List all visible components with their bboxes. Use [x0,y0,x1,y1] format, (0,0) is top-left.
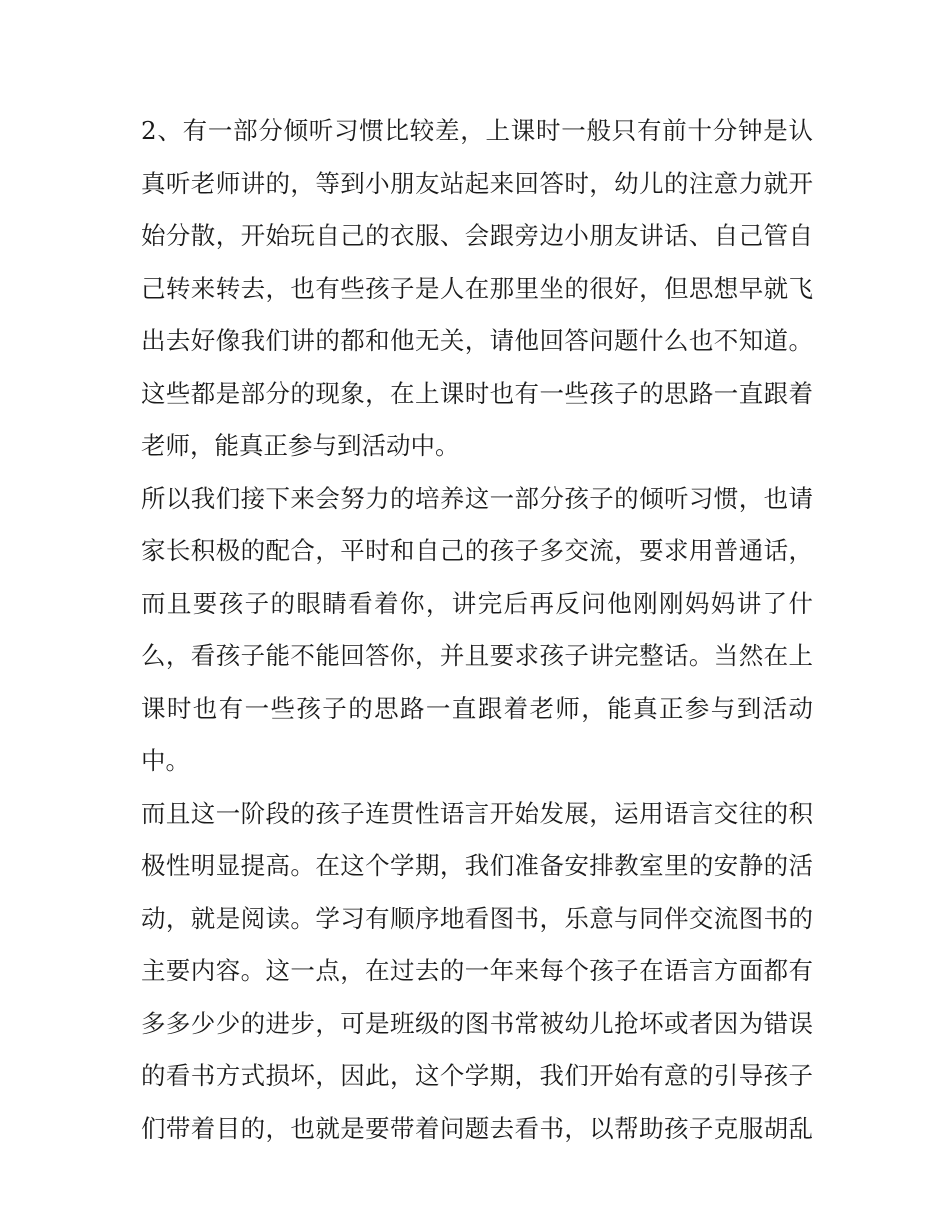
text-line: 的看书方式损坏，因此，这个学期，我们开始有意的引导孩子 [141,1061,813,1090]
text-line: 多多少少的进步，可是班级的图书常被幼儿抢坏或者因为错误 [141,1008,813,1038]
paragraph-listening-habits [141,109,813,477]
text-line: 己转来转去，也有些孩子是人在那里坐的很好，但思想早就飞 [141,273,813,303]
text-line: 2、有一部分倾听习惯比较差，上课时一般只有前十分钟是认 [141,116,813,145]
text-line: 主要内容。这一点，在过去的一年来每个孩子在语言方面都有 [141,956,813,985]
text-line: 极性明显提高。在这个学期，我们准备安排教室里的安静的活 [141,851,813,880]
paragraph-parent-cooperation [141,477,813,792]
document-page [141,109,813,1159]
text-line: 们带着目的，也就是要带着问题去看书，以帮助孩子克服胡乱 [141,1113,813,1143]
text-line: 这些都是部分的现象，在上课时也有一些孩子的思路一直跟着 [141,378,813,408]
text-line: 所以我们接下来会努力的培养这一部分孩子的倾听习惯，也请 [141,483,813,513]
text-line: 而且这一阶段的孩子连贯性语言开始发展，运用语言交往的积 [141,798,813,828]
text-line: 真听老师讲的，等到小朋友站起来回答时，幼儿的注意力就开 [141,168,813,198]
text-line: 而且要孩子的眼睛看着你，讲完后再反问他刚刚妈妈讲了什 [141,588,813,618]
text-line: 家长积极的配合，平时和自己的孩子多交流，要求用普通话， [141,536,813,565]
text-line: 中。 [141,746,190,775]
text-line: 课时也有一些孩子的思路一直跟着老师，能真正参与到活动 [141,693,813,723]
text-line: 老师，能真正参与到活动中。 [141,431,460,460]
text-line: 么，看孩子能不能回答你，并且要求孩子讲完整话。当然在上 [141,641,813,670]
text-line: 出去好像我们讲的都和他无关，请他回答问题什么也不知道。 [141,326,813,355]
text-line: 动，就是阅读。学习有顺序地看图书，乐意与同伴交流图书的 [141,903,813,933]
text-line: 始分散，开始玩自己的衣服、会跟旁边小朋友讲话、自己管自 [141,221,813,250]
paragraph-reading-activity [141,792,813,1160]
